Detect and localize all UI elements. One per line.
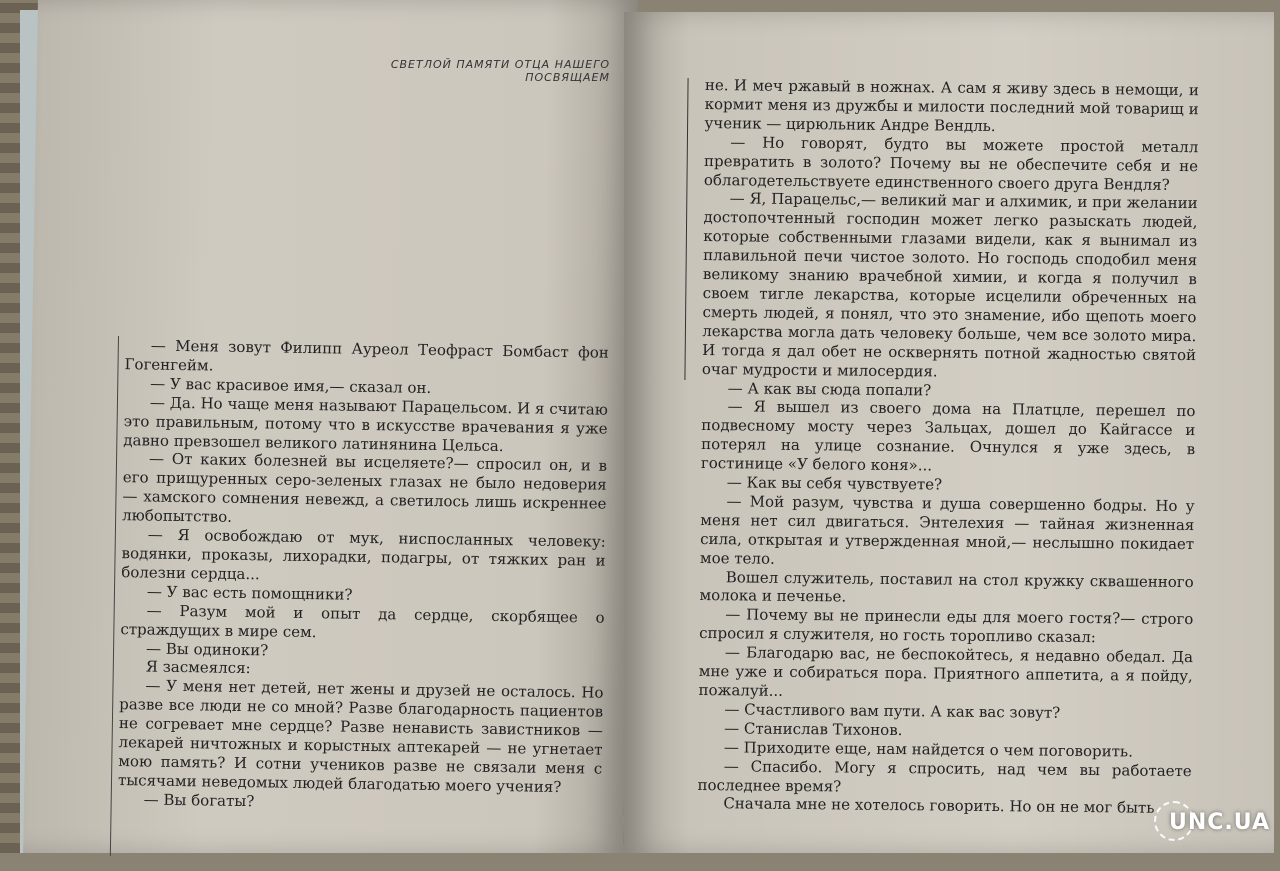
paragraph: — Спасибо. Могу я спросить, над чем вы работаете последнее время? [697,756,1192,795]
paragraph: — Разум мой и опыт да сердце, скорбящее о страждущих в мире сем. [120,601,605,641]
paragraph: — От каких болезней вы исцеляете?— спросил он, и в его прищуренных серо-зеленых глазах не было недоверия — хамского сомнения невежд, а светилось лишь искреннее любопытство. [122,449,608,526]
paragraph: — Как вы себя чувствуете? [726,473,943,494]
paragraph: — Вы одиноки? [145,638,269,659]
paragraph: — Почему вы не принесли еды для моего гостя?— строго спросил я служителя, но гость торопливо сказал: [699,605,1194,647]
paragraph: — Я освобождаю от мук, ниспосланных человеку: водянки, проказы, лихорадки, подагры, от тяжких ран и болезни сердца... [121,525,606,584]
paragraph: Сначала мне не хотелось говорить. Но он не мог быть [723,794,1155,818]
paragraph: — Я вышел из своего дома на Платцле, перешел по подвесному мосту через Зальцах, дошел до Кайгассе и потерял на улице сознание. Очнулся я уже здесь, в гостинице «У белого коня»... [700,397,1196,475]
paragraph: — Я, Парацельс,— великий маг и алхимик, и при желании достопочтенный господин может легко разыскать людей, которые собственными глазами видели, как я вынимал из плавильной печи чистое золото. Но господь сподобил меня великому знанию врачебной химии, и когда я получил в своем тигле лекарства, которые исцелили обреченных на смерть людей, я понял, что это знамение, ибо щепоть моего лекарства могла дать человеку больше, чем все золото мира. И тогда я дал обет не осквернять потной жадностью святой очаг мудрости и милосердия. [701,189,1198,381]
paragraph: — У вас есть помощники? [146,582,353,604]
paragraph: — У вас красивое имя,— сказал он. [150,374,432,397]
paragraph: — Да. Но чаще меня называют Парацельсом. И я считаю это правильным, потому что в искусстве врачевания я уже давно превзошел великого латинянина Цельса. [123,393,609,455]
paragraph: — Счастливого вам пути. А как вас зовут? [724,700,1061,722]
paragraph: — А как вы сюда попали? [727,378,932,399]
paragraph: — Меня зовут Филипп Ауреол Теофраст Бомбаст фон Гогенгейм. [124,336,609,375]
paragraph: — Станислав Тихонов. [724,719,903,739]
right-page-text [697,76,1199,871]
paragraph: — Мой разум, чувства и душа совершенно бодры. Но у меня нет сил двигаться. Энтелехия — тайная жизненная сила, открытая и утвержденная мной,— неслышно покидает мое тело. [699,492,1195,568]
paragraph: — Вы богаты? [143,790,255,810]
paragraph: — Но говорят, будто вы можете простой металл превратить в золото? Почему вы не обеспечите себя и не облагодетельствуете единственного своего друга Вендля? [703,132,1199,194]
paragraph: — Благодарю вас, не беспокойтесь, я недавно обедал. Да мне уже и собираться пора. Приятного аппетита, а я пойду, пожалуй... [698,643,1194,700]
paragraph: — Приходите еще, нам найдется о чем поговорить. [723,737,1134,761]
watermark: UNC.UA [1169,810,1270,835]
paragraph: — У меня нет детей, нет жены и друзей не осталось. Но разве все люди не со мной? Разве благодарность пациентов не согревает мне сердце? Разве ненависть завистников — лекарей ничтожных и корыстных аптекарей — не угнетает мою память? И сотни учеников разве не связали меня с тысячами неведомых людей благодатью моего учения? [117,676,604,796]
left-page-text [110,336,609,864]
dedication [330,58,610,84]
paragraph: Я засмеялся: [145,657,251,678]
dedication-line-2: ПОСВЯЩАЕМ [525,71,610,84]
paragraph: Вошел служитель, поставил на стол кружку сквашенного молока и печенье. [699,567,1194,606]
paragraph: не. И меч ржавый в ножнах. А сам я живу здесь в немощи, и кормит меня из дружбы и милости последний мой товарищ и ученик — цирюльник Андре Вендль. [704,76,1199,135]
dedication-line-1: СВЕТЛОЙ ПАМЯТИ ОТЦА НАШЕГО [390,58,610,71]
